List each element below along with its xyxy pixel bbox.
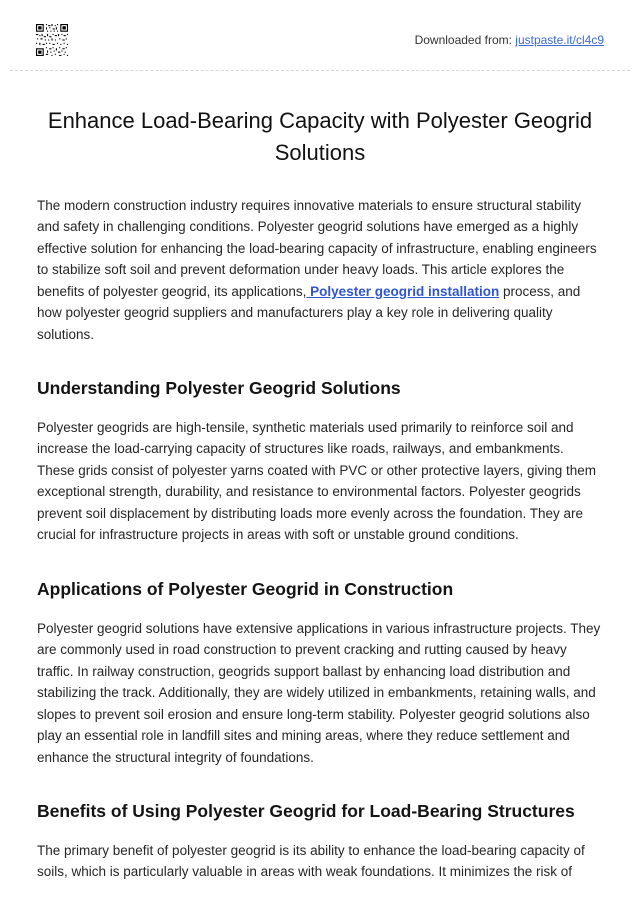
intro-text-post: process, and how polyester geogrid suppliers and manufacturers play a key role in delivering quality solutions. — [37, 283, 581, 342]
downloaded-from-label: Downloaded from: — [414, 33, 516, 47]
section-body-applications: Polyester geogrid solutions have extensive applications in various infrastructure projects. They are commonly used in road construction to prevent cracking and rutting caused by heavy traffic. In railway construction, geogrids support ballast by enhancing load distribution and stabilizing the track. Additionally, they are widely utilized in embankments, retaining walls, and slopes to prevent soil erosion and ensure long-term stability. Polyester geogrid solutions also play an essential role in landfill sites and mining areas, where they reduce settlement and enhance the structural integrity of foundations. — [37, 620, 601, 765]
section-heading-understanding: Understanding Polyester Geogrid Solutions — [37, 378, 401, 399]
page-title: Enhance Load-Bearing Capacity with Polyester Geogrid Solutions — [47, 108, 593, 165]
article-body — [0, 105, 640, 883]
section-body-benefits: The primary benefit of polyester geogrid is its ability to enhance the load-bearing capacity of soils, which is particularly valuable in areas with weak foundations. It minimizes the risk of — [37, 842, 585, 880]
header-divider — [10, 70, 630, 71]
section-heading-benefits: Benefits of Using Polyester Geogrid for Load-Bearing Structures — [37, 801, 575, 822]
intro-paragraph — [37, 195, 603, 346]
qr-code-icon — [36, 24, 68, 56]
page-header — [0, 0, 640, 70]
downloaded-from — [415, 33, 604, 47]
source-link[interactable]: justpaste.it/cl4c9 — [515, 33, 604, 47]
section-body-understanding: Polyester geogrids are high-tensile, synthetic materials used primarily to reinforce soil and increase the load-carrying capacity of structures like roads, railways, and embankments. These grids consist of polyester yarns coated with PVC or other protective layers, giving them exceptional strength, durability, and resistance to environmental factors. Polyester geogrids prevent soil displacement by distributing loads more evenly across the foundation. They are crucial for infrastructure projects in areas with soft or unstable ground conditions. — [37, 419, 597, 543]
intro-text-pre: The modern construction industry requires innovative materials to ensure structural stability and safety in challenging conditions. Polyester geogrid solutions have emerged as a highly effective solution for enhancing the load-bearing capacity of infrastructure, enabling engineers to stabilize soft soil and prevent deformation under heavy loads. This article explores the benefits of polyester geogrid, its applications, — [37, 197, 597, 299]
installation-link[interactable]: Polyester geogrid installation — [306, 283, 500, 299]
section-heading-applications: Applications of Polyester Geogrid in Construction — [37, 578, 454, 599]
